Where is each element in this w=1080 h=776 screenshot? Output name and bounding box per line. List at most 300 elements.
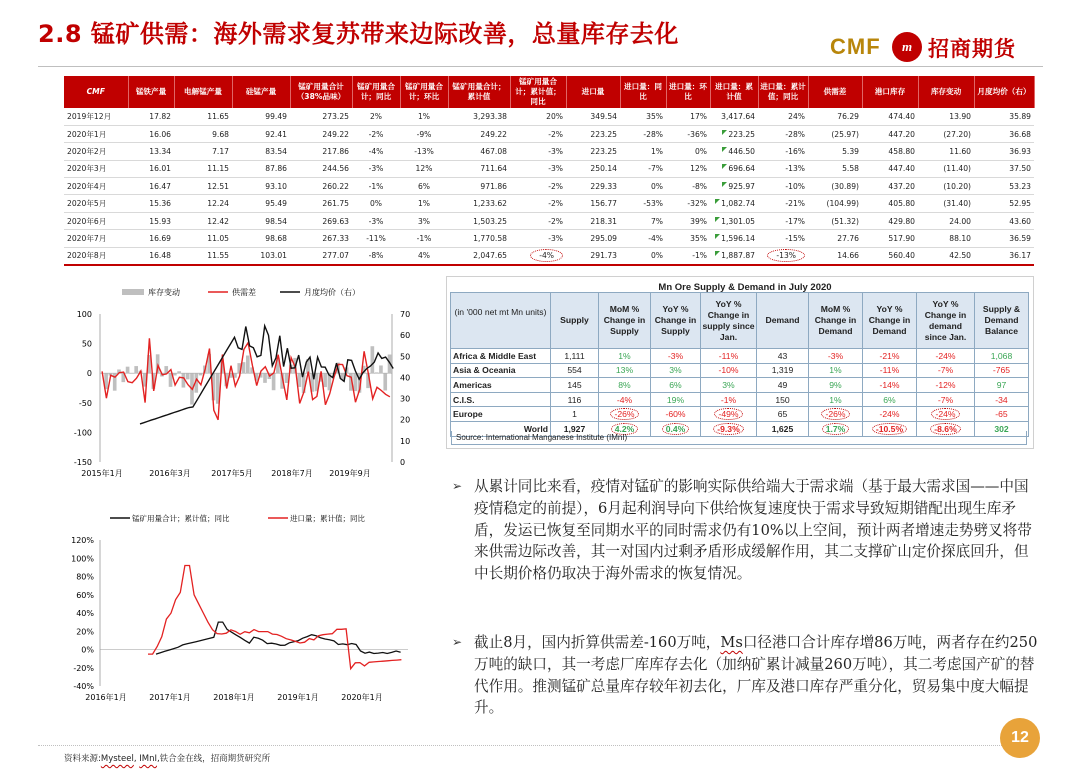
table-cell <box>666 230 710 247</box>
table-cell <box>290 212 352 229</box>
mn-cell-value: 554 <box>567 365 582 376</box>
table-cell <box>666 108 710 125</box>
table-cell <box>232 247 290 264</box>
cell-value: 429.80 <box>888 216 915 226</box>
green-flag-icon <box>715 234 720 239</box>
mn-cell-value: -765 <box>992 365 1011 376</box>
table-cell <box>710 212 758 229</box>
inventory-bar <box>263 373 267 383</box>
cell-value: -11% <box>366 233 386 243</box>
mn-cell-value: Asia & Oceania <box>453 365 516 376</box>
cell-value: 83.54 <box>265 146 287 156</box>
cell-value: 467.08 <box>480 146 507 156</box>
inventory-bar <box>323 373 327 387</box>
mn-column-header: Supply & Demand Balance <box>975 293 1029 349</box>
table-cell <box>808 108 862 125</box>
cell-value: 16.06 <box>149 129 171 139</box>
cell-value: -36% <box>687 129 707 139</box>
cell-value: 560.40 <box>888 251 915 261</box>
table-cell <box>758 160 808 177</box>
table-cell <box>510 108 566 125</box>
cell-value: 2020年8月 <box>67 251 107 261</box>
arrow-bullet-icon: ➢ <box>452 479 463 493</box>
table-row <box>64 230 1034 247</box>
y-tick-label: 40% <box>76 609 94 618</box>
right-tick-label: 50 <box>400 352 411 362</box>
cell-value: 156.77 <box>590 199 617 209</box>
cell-value: 4% <box>417 251 431 261</box>
arrow-bullet-icon: ➢ <box>452 635 463 649</box>
inventory-bar <box>285 373 289 383</box>
mn-cell-value: 150 <box>775 394 790 405</box>
cell-value: 87.86 <box>265 164 287 174</box>
column-header: 进口量：环比 <box>666 76 710 108</box>
cell-value: -2% <box>368 129 384 139</box>
table-cell <box>232 230 290 247</box>
source-suffix: ,铁合金在线，招商期货研究所 <box>156 754 271 764</box>
table-cell <box>918 143 974 160</box>
mn-cell <box>551 363 599 378</box>
column-header: 库存变动 <box>918 76 974 108</box>
row-label <box>64 125 128 142</box>
cell-value: 37.50 <box>1009 164 1031 174</box>
table-cell <box>808 160 862 177</box>
cell-value: -32% <box>687 199 707 209</box>
x-tick-label: 2019年9月 <box>329 469 371 478</box>
cell-value: 1% <box>417 111 431 121</box>
table-cell <box>352 212 400 229</box>
cell-value: (104.99) <box>826 199 859 209</box>
cell-value: -10% <box>785 181 805 191</box>
table-cell <box>918 178 974 195</box>
source-sep: , <box>133 754 140 764</box>
mn-cell-value: 1,625 <box>771 423 794 434</box>
cell-value: 291.73 <box>590 251 617 261</box>
table-cell <box>808 125 862 142</box>
table-cell <box>974 212 1034 229</box>
mn-cell-value: 1% <box>829 365 842 376</box>
left-tick-label: 0 <box>86 369 92 379</box>
mn-column-header: MoM % Change in Supply <box>599 293 651 349</box>
mn-cell-value: -11% <box>879 365 900 376</box>
table-cell <box>448 143 510 160</box>
cell-value: 2019年12月 <box>67 111 112 121</box>
cell-value: 446.50 <box>728 146 755 156</box>
green-flag-icon <box>715 217 720 222</box>
x-tick-label: 2019年1月 <box>277 693 319 702</box>
cell-value: (51.32) <box>831 216 859 226</box>
table-cell <box>400 247 448 264</box>
table-cell <box>666 160 710 177</box>
table-cell <box>710 160 758 177</box>
table-cell <box>566 195 620 212</box>
legend-label: 锰矿用量合计；累计值；同比 <box>132 514 230 523</box>
mn-cell-value: 6% <box>669 379 682 390</box>
mn-cell-value: -3% <box>827 350 844 361</box>
bullet-2-text <box>452 632 1042 719</box>
table-cell <box>352 125 400 142</box>
cell-value: 13.90 <box>949 111 971 121</box>
cell-value: 16.01 <box>149 164 171 174</box>
legend-label: 供需差 <box>232 288 256 297</box>
cell-value: -9% <box>416 129 432 139</box>
cell-value: 1,887.87 <box>721 251 755 261</box>
table-cell <box>448 230 510 247</box>
table-cell <box>862 160 918 177</box>
table-cell <box>400 160 448 177</box>
mn-cell-value: -9.3% <box>713 423 743 435</box>
y-tick-label: 20% <box>76 627 94 637</box>
cell-value: 14.66 <box>837 251 859 261</box>
inventory-bar <box>199 373 203 375</box>
cell-value: (30.89) <box>831 181 859 191</box>
mn-cell-value: 49 <box>777 379 788 390</box>
mn-cell-value: -7% <box>937 394 954 405</box>
row-label <box>64 108 128 125</box>
mn-cell <box>917 392 975 407</box>
cell-value: 2020年3月 <box>67 164 107 174</box>
cell-value: 35% <box>690 233 707 243</box>
cell-value: -3% <box>368 216 384 226</box>
mn-cell <box>701 363 757 378</box>
bullet-2-part: 口径港口合计库存增86万吨，两者存在约250万吨的缺口，其一考虑厂库库存去化（加纳矿累计减量260万吨），其二考虑国产矿的替代作用。推测锰矿总量库存较年初去化，厂库及港口库存严重分化，贸易集中度大幅提升。 <box>474 634 1038 717</box>
left-tick-label: -50 <box>78 398 92 408</box>
mn-cell-value: 8% <box>618 379 631 390</box>
source-prefix: 资料来源: <box>64 754 101 764</box>
table-cell <box>918 125 974 142</box>
mn-row-label <box>451 392 551 407</box>
mn-cell <box>975 407 1029 422</box>
y-tick-label: -20% <box>73 663 94 673</box>
inventory-bar <box>375 372 379 373</box>
table-cell <box>974 247 1034 264</box>
mn-cell-value: -24% <box>879 409 900 420</box>
mn-column-header: Demand <box>757 293 809 349</box>
cell-value: -4% <box>648 233 663 243</box>
legend-label: 进口量；累计值；同比 <box>290 514 365 523</box>
mn-cell-value: 1% <box>618 350 631 361</box>
cell-value: -3% <box>548 164 563 174</box>
mn-row-label <box>451 407 551 422</box>
mn-table-title: Mn Ore Supply & Demand in July 2020 <box>658 282 832 293</box>
cell-value: 36.68 <box>1009 129 1031 139</box>
green-flag-icon <box>722 164 727 169</box>
table-cell <box>620 247 666 264</box>
table-cell <box>918 230 974 247</box>
cell-value: 7% <box>650 216 663 226</box>
cell-value: -13% <box>767 249 805 262</box>
mn-row-label <box>451 378 551 393</box>
cell-value: -2% <box>548 216 563 226</box>
table-cell <box>620 230 666 247</box>
table-cell <box>620 108 666 125</box>
table-cell <box>400 195 448 212</box>
mn-cell <box>863 407 917 422</box>
table-cell <box>808 247 862 264</box>
mn-column-header: YoY % Change in Supply <box>651 293 701 349</box>
mn-cell-value: -12% <box>935 379 956 390</box>
mn-row-label <box>451 363 551 378</box>
x-tick-label: 2017年5月 <box>211 469 253 478</box>
cell-value: 3% <box>417 216 431 226</box>
cell-value: 244.56 <box>322 164 349 174</box>
left-tick-label: -100 <box>73 428 92 438</box>
column-header: 锰矿用量合计；同比 <box>352 76 400 108</box>
inventory-bar <box>173 373 177 375</box>
mn-cell-value: 13% <box>615 365 634 376</box>
mn-cell <box>809 392 863 407</box>
cell-value: 12.51 <box>207 181 229 191</box>
table-cell <box>400 125 448 142</box>
cell-value: 2,047.65 <box>473 251 507 261</box>
table-cell <box>510 160 566 177</box>
mn-cell-value: -10% <box>718 365 739 376</box>
table-cell <box>710 125 758 142</box>
mn-cell <box>863 363 917 378</box>
column-header: 锰矿用量合计；环比 <box>400 76 448 108</box>
table-cell <box>352 195 400 212</box>
right-tick-label: 70 <box>400 310 411 319</box>
table-cell <box>232 160 290 177</box>
mn-cell <box>975 363 1029 378</box>
mn-cell-value: 97 <box>996 379 1007 390</box>
column-header: 硅锰产量 <box>232 76 290 108</box>
mn-cell <box>917 349 975 364</box>
mn-cell-value: -26% <box>821 408 849 420</box>
cell-value: -4% <box>368 146 384 156</box>
table-cell <box>400 178 448 195</box>
cell-value: 36.93 <box>1009 146 1031 156</box>
cell-value: -28% <box>643 129 663 139</box>
mn-cell-value: C.I.S. <box>453 394 475 405</box>
cell-value: (11.40) <box>943 164 971 174</box>
table-cell <box>758 143 808 160</box>
mn-cell <box>809 363 863 378</box>
cell-value: 5.58 <box>842 164 859 174</box>
cell-value: 36.17 <box>1009 251 1031 261</box>
table-cell <box>290 160 352 177</box>
cell-value: 277.07 <box>322 251 349 261</box>
table-cell <box>666 125 710 142</box>
mn-cell <box>863 349 917 364</box>
mn-ore-supply-demand-table <box>450 292 1029 437</box>
mn-column-header: YoY % Change in Demand <box>863 293 917 349</box>
cell-value: 17.82 <box>149 111 171 121</box>
mn-cell-value: -34 <box>995 394 1008 405</box>
mn-header-row <box>451 293 1029 349</box>
cell-value: -17% <box>785 216 805 226</box>
bullet-2-ms: Ms <box>720 634 743 651</box>
cell-value: 273.25 <box>322 111 349 121</box>
table-row <box>64 125 1034 142</box>
bullet-2-part: 截止8月，国内折算供需差-160万吨， <box>474 634 721 651</box>
cell-value: 517.90 <box>888 233 915 243</box>
table-cell <box>862 178 918 195</box>
cell-value: 249.22 <box>322 129 349 139</box>
cell-value: 2020年1月 <box>67 129 107 139</box>
inventory-bar <box>134 366 138 373</box>
cell-value: 458.80 <box>888 146 915 156</box>
table-cell <box>448 212 510 229</box>
row-label <box>64 230 128 247</box>
cell-value: 250.14 <box>590 164 617 174</box>
mn-cell-value: -24% <box>935 350 956 361</box>
table-cell <box>566 212 620 229</box>
mn-cell-value: -60% <box>665 409 686 420</box>
table-row <box>64 108 1034 125</box>
table-cell <box>232 195 290 212</box>
table-cell <box>290 230 352 247</box>
table-cell <box>352 247 400 264</box>
cell-value: 88.10 <box>949 233 971 243</box>
cell-value: 1,233.62 <box>473 199 507 209</box>
mn-cell-value: 1,111 <box>564 350 585 361</box>
table-cell <box>620 125 666 142</box>
table-cell <box>400 108 448 125</box>
table-cell <box>566 143 620 160</box>
mn-cell-value: -49% <box>714 408 742 420</box>
mn-cell-value: -26% <box>610 408 638 420</box>
row-label <box>64 212 128 229</box>
row-label <box>64 247 128 264</box>
cell-value: -2% <box>548 129 563 139</box>
y-tick-label: 60% <box>76 590 94 600</box>
cell-value: 2020年2月 <box>67 146 107 156</box>
table-cell <box>128 125 174 142</box>
cell-value: 437.20 <box>888 181 915 191</box>
cell-value: 5.39 <box>842 146 859 156</box>
right-tick-label: 20 <box>400 415 411 425</box>
cell-value: (25.97) <box>831 129 859 139</box>
table-cell <box>974 125 1034 142</box>
logo-cmf-text: CMF <box>830 34 881 59</box>
mn-cell <box>863 378 917 393</box>
right-tick-label: 60 <box>400 331 411 341</box>
cell-value: -1% <box>368 181 384 191</box>
table-cell <box>352 108 400 125</box>
table-cell <box>758 212 808 229</box>
column-header: 港口库存 <box>862 76 918 108</box>
table-cell <box>232 212 290 229</box>
table-cell <box>758 247 808 264</box>
cell-value: -53% <box>643 199 663 209</box>
mn-cell <box>757 378 809 393</box>
mn-cell-value: -14% <box>879 379 900 390</box>
right-tick-label: 40 <box>400 373 411 383</box>
cell-value: 36.59 <box>1009 233 1031 243</box>
table-cell <box>710 247 758 264</box>
table-cell <box>174 247 232 264</box>
mn-cell-value: 19% <box>666 394 685 405</box>
table-cell <box>620 160 666 177</box>
table-cell <box>974 108 1034 125</box>
source-imni: IMnI <box>139 754 157 764</box>
table-cell <box>974 143 1034 160</box>
table-cell <box>974 230 1034 247</box>
inventory-bar <box>246 356 250 374</box>
mn-cell <box>599 378 651 393</box>
cell-value: 447.40 <box>888 164 915 174</box>
table-cell <box>400 212 448 229</box>
mn-cell <box>701 349 757 364</box>
table-cell <box>232 125 290 142</box>
table-cell <box>174 160 232 177</box>
table-cell <box>352 143 400 160</box>
mn-cell-value: -3% <box>667 350 684 361</box>
table-cell <box>448 178 510 195</box>
cell-value: 1,770.58 <box>473 233 507 243</box>
table-row <box>64 212 1034 229</box>
logo-badge-icon: m <box>892 32 922 62</box>
table-cell <box>620 178 666 195</box>
mn-cell-value: Americas <box>453 379 492 390</box>
inventory-bar <box>353 373 357 391</box>
mn-column-header: (in '000 net mt Mn units) <box>451 293 551 349</box>
table-cell <box>174 178 232 195</box>
cell-value: -3% <box>548 233 563 243</box>
mn-cell-value: -11% <box>718 350 739 361</box>
cell-value: 1,596.14 <box>721 233 755 243</box>
cell-value: -7% <box>648 164 663 174</box>
table-cell <box>758 195 808 212</box>
inventory-bar <box>186 373 190 379</box>
table-cell <box>620 143 666 160</box>
cell-value: 349.54 <box>590 111 617 121</box>
cell-value: 53.23 <box>1009 181 1031 191</box>
cell-value: 6% <box>417 181 431 191</box>
x-tick-label: 2020年1月 <box>341 693 383 702</box>
column-header: 进口量：累计值 <box>710 76 758 108</box>
mn-cell-value: 145 <box>567 379 582 390</box>
mn-cell <box>975 378 1029 393</box>
inventory-bar <box>379 365 383 373</box>
table-cell <box>862 108 918 125</box>
table-cell <box>174 125 232 142</box>
bullet-paragraph-2 <box>452 632 1042 719</box>
column-header: 锰铁产量 <box>128 76 174 108</box>
x-tick-label: 2018年1月 <box>213 693 255 702</box>
mn-cell <box>757 363 809 378</box>
mn-cell-value: Europe <box>453 409 483 420</box>
cell-value: -16% <box>785 146 805 156</box>
table-cell <box>666 143 710 160</box>
mn-cell <box>651 363 701 378</box>
column-header: 进口量 <box>566 76 620 108</box>
cell-value: -13% <box>785 164 805 174</box>
cell-value: 2020年7月 <box>67 233 107 243</box>
table-cell <box>808 178 862 195</box>
mn-column-header: Supply <box>551 293 599 349</box>
table-cell <box>566 108 620 125</box>
table-cell <box>710 108 758 125</box>
cell-value: 103.01 <box>260 251 287 261</box>
table-cell <box>710 178 758 195</box>
x-tick-label: 2016年1月 <box>85 693 127 702</box>
table-cell <box>232 143 290 160</box>
cell-value: 223.25 <box>728 129 755 139</box>
cell-value: 267.33 <box>322 233 349 243</box>
cell-value: 971.86 <box>480 181 507 191</box>
table-cell <box>620 212 666 229</box>
cell-value: 12.42 <box>207 216 229 226</box>
green-flag-icon <box>715 251 720 256</box>
cell-value: 39% <box>690 216 707 226</box>
column-header: 供需差 <box>808 76 862 108</box>
table-cell <box>918 108 974 125</box>
cell-value: 11.05 <box>207 233 229 243</box>
table-cell <box>290 247 352 264</box>
cell-value: -28% <box>785 129 805 139</box>
